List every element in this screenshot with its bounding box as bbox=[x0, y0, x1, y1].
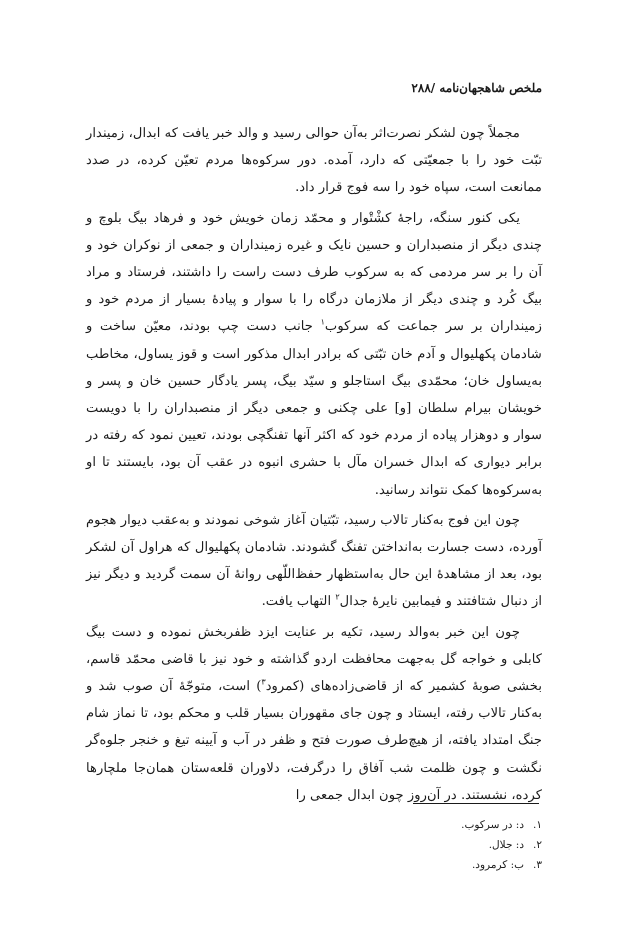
paragraph-3 bbox=[86, 507, 542, 616]
paragraph-2-text: یکی کنور سنگه، راجهٔ کشْتْوار و محمّد زمان خویش خود و فرهاد بیگ بلوچ و چندی دیگر از منصبداران و حسین نایک و غیره زمینداران و جمعی از نوکران خود و آن را بر سر مردمی که به سرکوب طرف دست راست را داشتند، فرستاد و مراد بیگ کُرد و چندی دیگر از ملازمان درگاه را با سوار و پیادهٔ بسیار از مردم خود و زمینداران بر سر جماعت که سرکوب bbox=[86, 210, 542, 335]
footnote-text: ب: کرمرود. bbox=[471, 859, 524, 871]
footnote-number: ۱. bbox=[533, 819, 542, 831]
footnote-ref-1: ۱ bbox=[320, 318, 325, 328]
paragraph-1: مجملاً چون لشکر نصرت‌اثر به‌آن حوالی رسید و والد خبر یافت که ابدال، زمیندار تبّت خود را با جمعیّتی که دارد، آمده. دور سرکوه‌ها مردم تعیّن کرده، در صدد ممانعت است، سپاه خود را سه فوج قرار داد. bbox=[86, 126, 542, 196]
footnote-divider bbox=[413, 803, 539, 804]
paragraph-4-continuation: ) است، متوجّهٔ آن صوب شد و به‌کنار تالاب رفته، ایستاد و چون جای مقهوران بسیار قلب و محکم بود، تا نماز شام جنگ امتداد یافته، از هیچ‌طرف صورت فتح و ظفر در آب و آیینه تیغ و خنجر جلوه‌گر نگشت و چون ظلمت شب آفاق را درگرفت، دلاوران قلعه‌ستان همان‌جا ملچارها کرده، نشستند. در آن‌روز چون ابدال جمعی را bbox=[86, 679, 542, 803]
footnote-item bbox=[86, 815, 542, 835]
main-text bbox=[86, 120, 542, 809]
footnote-ref-2: ۲ bbox=[335, 593, 340, 603]
footnote-text: د: جلال. bbox=[488, 839, 524, 851]
footnote-ref-3: ۳ bbox=[261, 677, 266, 687]
footnote-item bbox=[86, 835, 542, 855]
footnote-number: ۲. bbox=[533, 839, 542, 851]
footnotes bbox=[86, 815, 542, 875]
paragraph-3-end: التهاب یافت. bbox=[261, 594, 336, 610]
footnote-number: ۳. bbox=[533, 859, 542, 871]
paragraph-4-text: چون این خبر به‌والد رسید، تکیه بر عنایت ایزد ظفربخش نموده و دست بیگ کابلی و خواجه گل به‌جهت محافظت اردو گذاشته و خود نیز با قاضی محمّد قاسم، بخشی صوبهٔ کشمیر که از قاضی‌زاده‌های (کمرود bbox=[86, 624, 542, 695]
footnote-text: د: در سرکوب. bbox=[461, 819, 524, 831]
paragraph-2 bbox=[86, 205, 542, 504]
paragraph-3-text: چون این فوج به‌کنار تالاب رسید، تبّتیان آغاز شوخی نمودند و به‌عقب دیوار هجوم آورده، دست جسارت به‌انداختن تفنگ گشودند. شادمان پکهلیوال که هراول آن لشکر بود، بعد از مشاهدهٔ این حال به‌استظهار حفظ‌اللّهی روانهٔ آن سمت گردید و دیگر نیز از دنبال شتافتند و فیمابین نایرهٔ جدال bbox=[86, 512, 542, 610]
paragraph-2-continuation: جانب دست چپ بودند، معیّن ساخت و شادمان پکهلیوال و آدم خان تبّتی که برادر ابدال مذکور است و قوز یساول، مخاطب به‌یساول خان؛ محمّدی بیگ استاجلو و سیّد بیگ، پسر یادگار حسین خان و پسر و خویشان بیرام سلطان [و] علی چکنی و جمعی دیگر از منصبداران را با دویست سوار و دوهزار پیاده از مردم خود که اکثر آنها تفنگچی بودند، تعیین نمود که رفته در برابر دیواری که ابدال خسران مآل با حشری انبوه در عقب آن بود، بایستند تا او به‌سرکوه‌ها کمک نتواند رسانید. bbox=[86, 319, 542, 498]
paragraph-4 bbox=[86, 619, 542, 809]
running-header: ملخص شاهجهان‌نامه /۲۸۸ bbox=[411, 81, 542, 95]
footnote-item bbox=[86, 855, 542, 875]
